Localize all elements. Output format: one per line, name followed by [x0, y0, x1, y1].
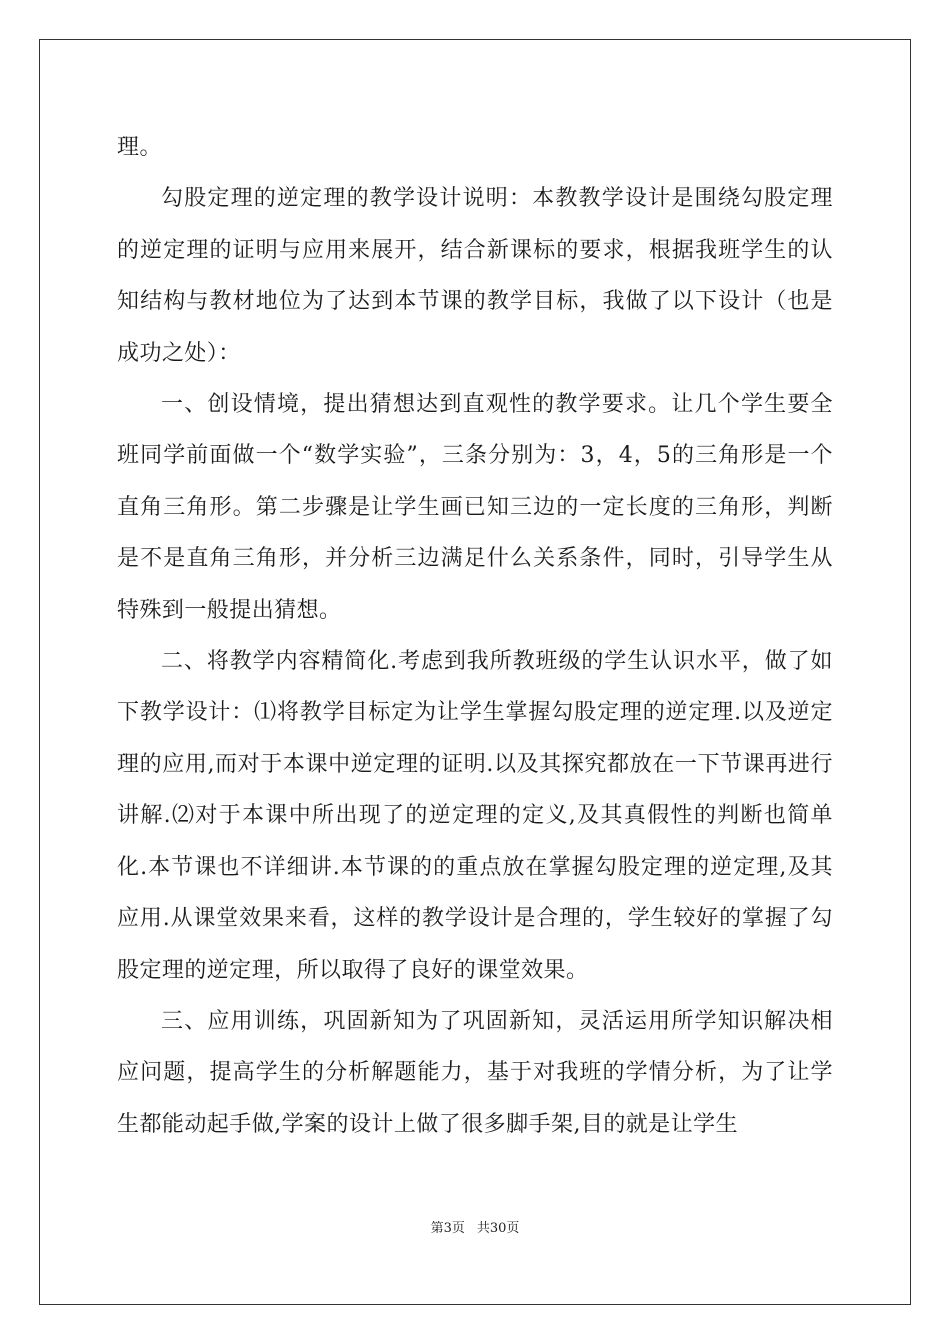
paragraph-continuation: 理。	[117, 135, 162, 160]
document-body	[117, 122, 833, 1150]
paragraph-design-note: 勾股定理的逆定理的教学设计说明：本教教学设计是围绕勾股定理的逆定理的证明与应用来展开，结合新课标的要求，根据我班学生的认知结构与教材地位为了达到本节课的教学目标，我做了以下设计（也是成功之处）：	[117, 186, 833, 366]
total-page-count: 共30页	[476, 1221, 520, 1236]
paragraph-point-three: 三、应用训练，巩固新知为了巩固新知，灵活运用所学知识解决相应问题，提高学生的分析解题能力，基于对我班的学情分析，为了让学生都能动起手做,学案的设计上做了很多脚手架,目的就是让学生	[117, 1008, 833, 1137]
page-footer	[0, 1217, 950, 1236]
paragraph-point-two: 二、将教学内容精简化.考虑到我所教班级的学生认识水平，做了如下教学设计：⑴将教学目标定为让学生掌握勾股定理的逆定理.以及逆定理的应用,而对于本课中逆定理的证明.以及其探究都放在一下节课再进行讲解.⑵对于本课中所出现了的逆定理的定义,及其真假性的判断也简单化.本节课也不详细讲.本节课的的重点放在掌握勾股定理的逆定理,及其应用.从课堂效果来看，这样的教学设计是合理的，学生较好的掌握了勾股定理的逆定理，所以取得了良好的课堂效果。	[117, 649, 833, 983]
current-page-number: 第3页	[430, 1221, 465, 1236]
paragraph-point-one: 一、创设情境，提出猜想达到直观性的教学要求。让几个学生要全班同学前面做一个“数学实验”，三条分别为：3，4，5的三角形是一个直角三角形。第二步骤是让学生画已知三边的一定长度的三角形，判断是不是直角三角形，并分析三边满足什么关系条件，同时，引导学生从特殊到一般提出猜想。	[117, 392, 833, 623]
